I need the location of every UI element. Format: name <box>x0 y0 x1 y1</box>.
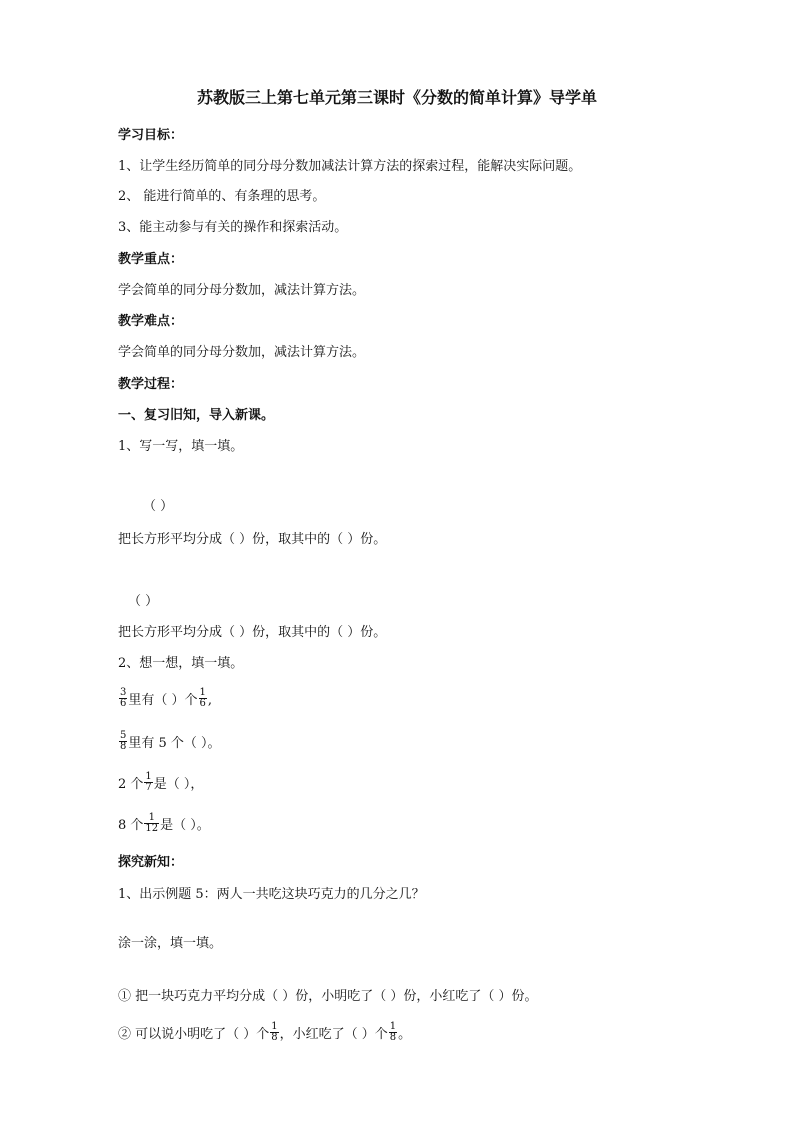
fraction: $\frac{1}{12}$ <box>145 812 159 834</box>
page-title: 苏教版三上第七单元第三课时《分数的简单计算》导学单 <box>196 88 597 107</box>
fraction: $\frac{1}{8}$ <box>389 1021 397 1043</box>
fraction: $\frac{5}{8}$ <box>120 730 127 752</box>
key-point-text: 学会简单的同分母分数加，减法计算方法。 <box>118 283 366 298</box>
explore-heading: 探究新知： <box>118 855 184 870</box>
difficulty-text: 学会简单的同分母分数加，减法计算方法。 <box>118 345 366 360</box>
q2-item-4: 8 个 $\frac{1}{12}$ 是（ ）。 <box>118 812 210 834</box>
fraction: $\frac{3}{6}$ <box>120 687 127 709</box>
objective-1: 1、让学生经历简单的同分母分数加减法计算方法的探索过程，能解决实际问题。 <box>118 159 582 174</box>
explore-instruction: 涂一涂，填一填。 <box>118 936 223 951</box>
section1-heading: 一、复习旧知，导入新课。 <box>118 408 275 423</box>
q1-fraction-blank-a: （ ） <box>143 499 174 514</box>
fraction: $\frac{1}{6}$ <box>199 687 206 709</box>
objective-3: 3、能主动参与有关的操作和探索活动。 <box>118 220 348 235</box>
objective-2: 2、 能进行简单的、有条理的思考。 <box>118 189 326 204</box>
q1-fraction-blank-b: （ ） <box>128 594 159 609</box>
key-point-heading: 教学重点： <box>118 252 184 267</box>
q2-item-1: $\frac{3}{6}$ 里有（ ）个 $\frac{1}{6}$ , <box>120 687 213 709</box>
difficulty-heading: 教学难点： <box>118 314 184 329</box>
q2-label: 2、想一想，填一填。 <box>118 656 244 671</box>
objectives-heading: 学习目标： <box>118 128 184 143</box>
fraction: $\frac{1}{8}$ <box>271 1021 278 1043</box>
q2-item-3: 2 个 $\frac{1}{7}$ 是（ ）， <box>118 771 204 793</box>
q2-item-2: $\frac{5}{8}$ 里有 5 个（ ）。 <box>120 730 221 752</box>
fraction: $\frac{1}{7}$ <box>145 771 152 793</box>
q1-label: 1、写一写，填一填。 <box>118 439 244 454</box>
q1-line-a: 把长方形平均分成（ ）份，取其中的（ ）份。 <box>118 532 387 547</box>
explore-item-1: ① 把一块巧克力平均分成（ ）份，小明吃了（ ）份，小红吃了（ ）份。 <box>118 989 538 1004</box>
q1-line-b: 把长方形平均分成（ ）份，取其中的（ ）份。 <box>118 625 387 640</box>
process-heading: 教学过程： <box>118 377 184 392</box>
explore-example: 1、出示例题 5：两人一共吃这块巧克力的几分之几？ <box>118 887 425 902</box>
explore-item-2: ② 可以说小明吃了（ ）个 $\frac{1}{8}$ ，小红吃了（ ）个 $\frac{1}{8}$ 。 <box>118 1021 412 1043</box>
